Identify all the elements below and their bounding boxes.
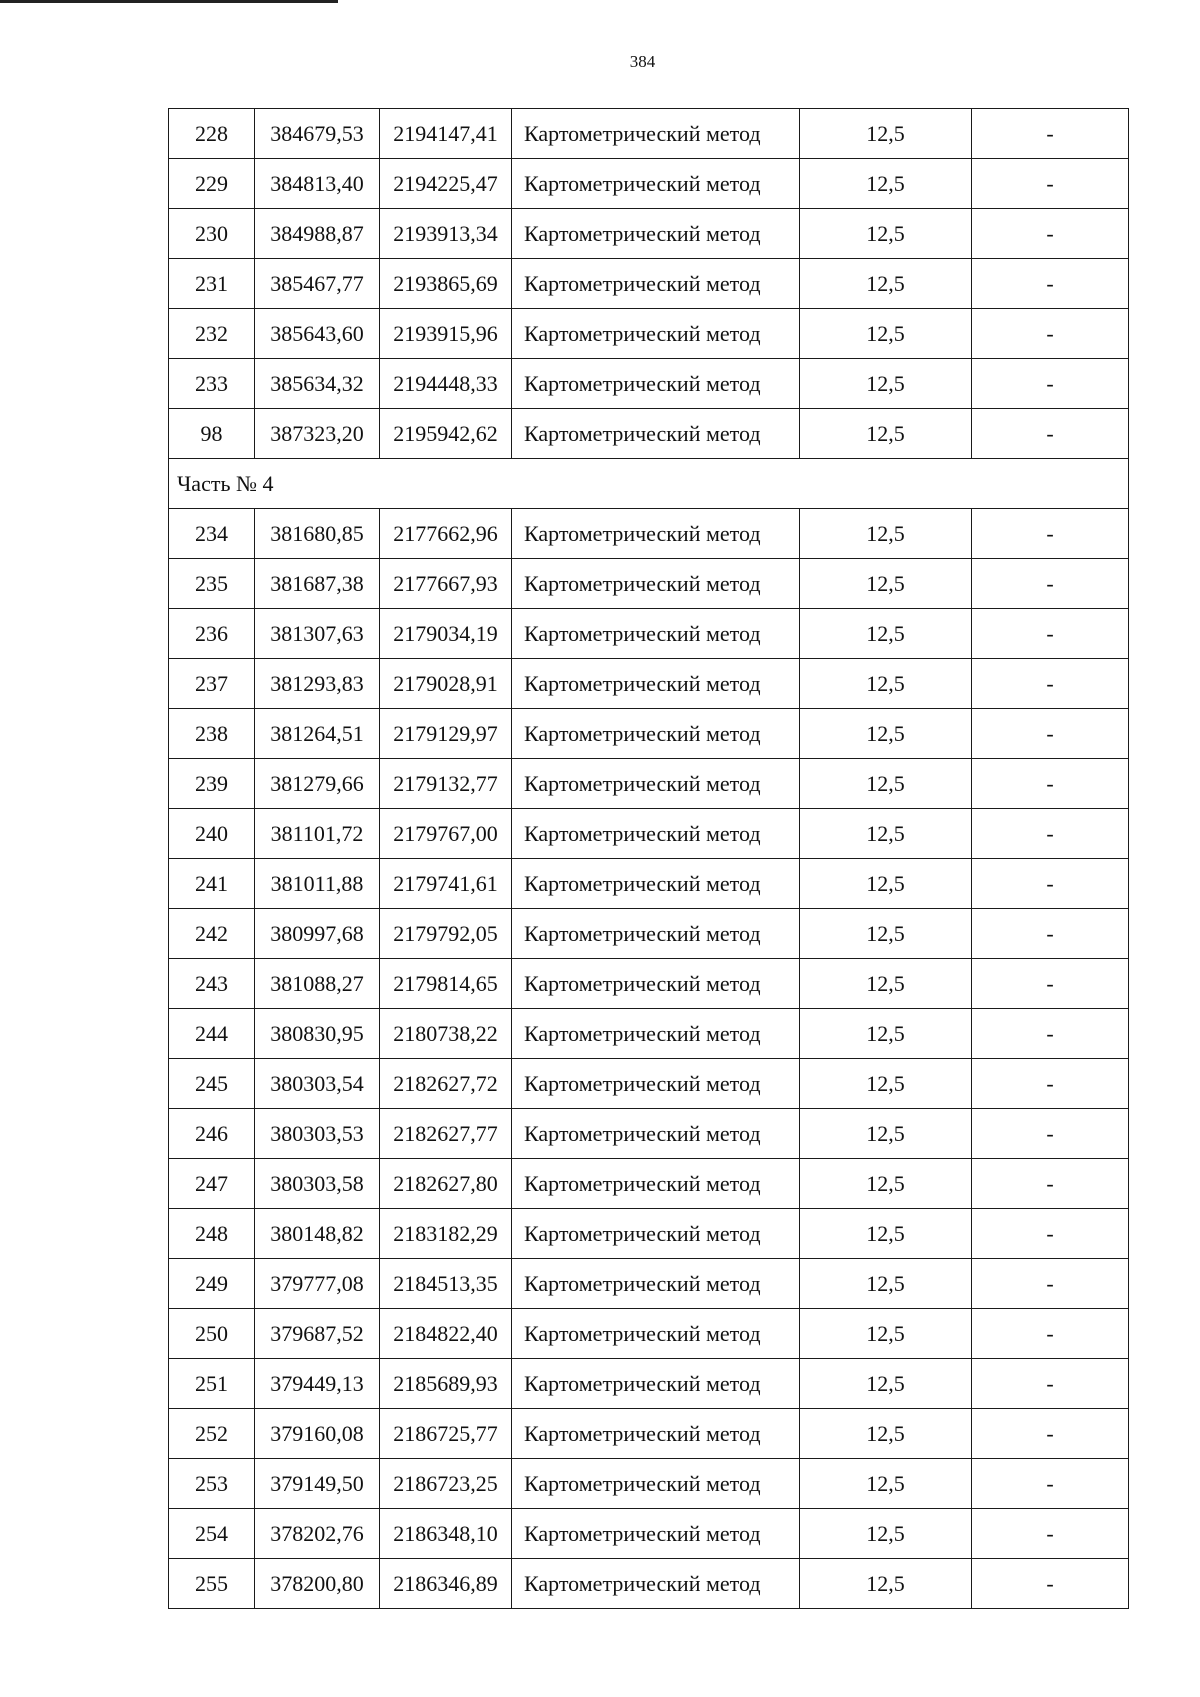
table-row xyxy=(169,1359,1129,1409)
accuracy-cell: 12,5 xyxy=(800,559,972,609)
accuracy-cell: 12,5 xyxy=(800,609,972,659)
page-number: 384 xyxy=(629,52,656,71)
note-cell: - xyxy=(972,509,1129,559)
note-cell: - xyxy=(972,909,1129,959)
accuracy-cell: 12,5 xyxy=(800,959,972,1009)
accuracy-cell: 12,5 xyxy=(800,1459,972,1509)
point-number-cell: 245 xyxy=(169,1059,255,1109)
y-coordinate-cell: 2186723,25 xyxy=(380,1459,512,1509)
table-row xyxy=(169,959,1129,1009)
y-coordinate-cell: 2193865,69 xyxy=(380,259,512,309)
note-cell: - xyxy=(972,609,1129,659)
table-row xyxy=(169,309,1129,359)
y-coordinate-cell: 2183182,29 xyxy=(380,1209,512,1259)
point-number-cell: 229 xyxy=(169,159,255,209)
accuracy-cell: 12,5 xyxy=(800,859,972,909)
method-cell: Картометрический метод xyxy=(512,1359,800,1409)
accuracy-cell: 12,5 xyxy=(800,1159,972,1209)
y-coordinate-cell: 2184822,40 xyxy=(380,1309,512,1359)
method-cell: Картометрический метод xyxy=(512,109,800,159)
method-cell: Картометрический метод xyxy=(512,609,800,659)
accuracy-cell: 12,5 xyxy=(800,1209,972,1259)
point-number-cell: 240 xyxy=(169,809,255,859)
method-cell: Картометрический метод xyxy=(512,209,800,259)
x-coordinate-cell: 385643,60 xyxy=(255,309,380,359)
method-cell: Картометрический метод xyxy=(512,1459,800,1509)
point-number-cell: 233 xyxy=(169,359,255,409)
x-coordinate-cell: 380148,82 xyxy=(255,1209,380,1259)
method-cell: Картометрический метод xyxy=(512,159,800,209)
table-row xyxy=(169,909,1129,959)
x-coordinate-cell: 381293,83 xyxy=(255,659,380,709)
point-number-cell: 251 xyxy=(169,1359,255,1409)
note-cell: - xyxy=(972,109,1129,159)
note-cell: - xyxy=(972,159,1129,209)
table-row xyxy=(169,1409,1129,1459)
note-cell: - xyxy=(972,959,1129,1009)
x-coordinate-cell: 381307,63 xyxy=(255,609,380,659)
x-coordinate-cell: 380830,95 xyxy=(255,1009,380,1059)
point-number-cell: 235 xyxy=(169,559,255,609)
accuracy-cell: 12,5 xyxy=(800,809,972,859)
y-coordinate-cell: 2179767,00 xyxy=(380,809,512,859)
method-cell: Картометрический метод xyxy=(512,1409,800,1459)
accuracy-cell: 12,5 xyxy=(800,1009,972,1059)
y-coordinate-cell: 2193913,34 xyxy=(380,209,512,259)
table-row xyxy=(169,759,1129,809)
y-coordinate-cell: 2194147,41 xyxy=(380,109,512,159)
point-number-cell: 254 xyxy=(169,1509,255,1559)
y-coordinate-cell: 2194225,47 xyxy=(380,159,512,209)
accuracy-cell: 12,5 xyxy=(800,1309,972,1359)
point-number-cell: 236 xyxy=(169,609,255,659)
point-number-cell: 249 xyxy=(169,1259,255,1309)
x-coordinate-cell: 385634,32 xyxy=(255,359,380,409)
y-coordinate-cell: 2177667,93 xyxy=(380,559,512,609)
table-row xyxy=(169,809,1129,859)
x-coordinate-cell: 379777,08 xyxy=(255,1259,380,1309)
x-coordinate-cell: 380303,53 xyxy=(255,1109,380,1159)
x-coordinate-cell: 381088,27 xyxy=(255,959,380,1009)
section-row xyxy=(169,459,1129,509)
x-coordinate-cell: 384679,53 xyxy=(255,109,380,159)
section-title: Часть № 4 xyxy=(169,459,1129,509)
y-coordinate-cell: 2179129,97 xyxy=(380,709,512,759)
method-cell: Картометрический метод xyxy=(512,759,800,809)
method-cell: Картометрический метод xyxy=(512,259,800,309)
accuracy-cell: 12,5 xyxy=(800,309,972,359)
y-coordinate-cell: 2179814,65 xyxy=(380,959,512,1009)
method-cell: Картометрический метод xyxy=(512,1209,800,1259)
y-coordinate-cell: 2182627,72 xyxy=(380,1059,512,1109)
point-number-cell: 238 xyxy=(169,709,255,759)
table-row xyxy=(169,659,1129,709)
note-cell: - xyxy=(972,859,1129,909)
note-cell: - xyxy=(972,1059,1129,1109)
y-coordinate-cell: 2180738,22 xyxy=(380,1009,512,1059)
method-cell: Картометрический метод xyxy=(512,709,800,759)
table-row xyxy=(169,1459,1129,1509)
note-cell: - xyxy=(972,209,1129,259)
note-cell: - xyxy=(972,809,1129,859)
method-cell: Картометрический метод xyxy=(512,1109,800,1159)
y-coordinate-cell: 2194448,33 xyxy=(380,359,512,409)
table-row xyxy=(169,409,1129,459)
method-cell: Картометрический метод xyxy=(512,1559,800,1609)
x-coordinate-cell: 379687,52 xyxy=(255,1309,380,1359)
x-coordinate-cell: 379449,13 xyxy=(255,1359,380,1409)
note-cell: - xyxy=(972,409,1129,459)
scan-edge-line xyxy=(0,0,338,3)
note-cell: - xyxy=(972,1009,1129,1059)
table-body xyxy=(169,109,1129,1609)
y-coordinate-cell: 2195942,62 xyxy=(380,409,512,459)
x-coordinate-cell: 387323,20 xyxy=(255,409,380,459)
accuracy-cell: 12,5 xyxy=(800,909,972,959)
accuracy-cell: 12,5 xyxy=(800,659,972,709)
method-cell: Картометрический метод xyxy=(512,359,800,409)
accuracy-cell: 12,5 xyxy=(800,259,972,309)
note-cell: - xyxy=(972,759,1129,809)
y-coordinate-cell: 2179741,61 xyxy=(380,859,512,909)
point-number-cell: 246 xyxy=(169,1109,255,1159)
note-cell: - xyxy=(972,1509,1129,1559)
point-number-cell: 234 xyxy=(169,509,255,559)
y-coordinate-cell: 2185689,93 xyxy=(380,1359,512,1409)
note-cell: - xyxy=(972,259,1129,309)
point-number-cell: 242 xyxy=(169,909,255,959)
y-coordinate-cell: 2186348,10 xyxy=(380,1509,512,1559)
point-number-cell: 98 xyxy=(169,409,255,459)
accuracy-cell: 12,5 xyxy=(800,509,972,559)
accuracy-cell: 12,5 xyxy=(800,709,972,759)
accuracy-cell: 12,5 xyxy=(800,759,972,809)
point-number-cell: 232 xyxy=(169,309,255,359)
method-cell: Картометрический метод xyxy=(512,1159,800,1209)
table-row xyxy=(169,1109,1129,1159)
y-coordinate-cell: 2184513,35 xyxy=(380,1259,512,1309)
table-row xyxy=(169,1009,1129,1059)
method-cell: Картометрический метод xyxy=(512,959,800,1009)
note-cell: - xyxy=(972,709,1129,759)
point-number-cell: 248 xyxy=(169,1209,255,1259)
accuracy-cell: 12,5 xyxy=(800,409,972,459)
y-coordinate-cell: 2179132,77 xyxy=(380,759,512,809)
point-number-cell: 237 xyxy=(169,659,255,709)
accuracy-cell: 12,5 xyxy=(800,1059,972,1109)
point-number-cell: 231 xyxy=(169,259,255,309)
x-coordinate-cell: 380303,58 xyxy=(255,1159,380,1209)
x-coordinate-cell: 381101,72 xyxy=(255,809,380,859)
table-row xyxy=(169,559,1129,609)
y-coordinate-cell: 2182627,80 xyxy=(380,1159,512,1209)
method-cell: Картометрический метод xyxy=(512,559,800,609)
y-coordinate-cell: 2186346,89 xyxy=(380,1559,512,1609)
table-row xyxy=(169,709,1129,759)
point-number-cell: 247 xyxy=(169,1159,255,1209)
x-coordinate-cell: 378202,76 xyxy=(255,1509,380,1559)
y-coordinate-cell: 2193915,96 xyxy=(380,309,512,359)
note-cell: - xyxy=(972,1259,1129,1309)
method-cell: Картометрический метод xyxy=(512,1259,800,1309)
point-number-cell: 228 xyxy=(169,109,255,159)
y-coordinate-cell: 2179028,91 xyxy=(380,659,512,709)
table-row xyxy=(169,1559,1129,1609)
x-coordinate-cell: 380997,68 xyxy=(255,909,380,959)
method-cell: Картометрический метод xyxy=(512,1059,800,1109)
accuracy-cell: 12,5 xyxy=(800,1109,972,1159)
method-cell: Картометрический метод xyxy=(512,909,800,959)
coordinates-table xyxy=(168,108,1129,1609)
x-coordinate-cell: 381279,66 xyxy=(255,759,380,809)
y-coordinate-cell: 2186725,77 xyxy=(380,1409,512,1459)
note-cell: - xyxy=(972,1159,1129,1209)
x-coordinate-cell: 384813,40 xyxy=(255,159,380,209)
table-row xyxy=(169,1509,1129,1559)
table-row xyxy=(169,259,1129,309)
table-row xyxy=(169,1209,1129,1259)
x-coordinate-cell: 381687,38 xyxy=(255,559,380,609)
y-coordinate-cell: 2177662,96 xyxy=(380,509,512,559)
x-coordinate-cell: 381680,85 xyxy=(255,509,380,559)
accuracy-cell: 12,5 xyxy=(800,1359,972,1409)
method-cell: Картометрический метод xyxy=(512,309,800,359)
x-coordinate-cell: 385467,77 xyxy=(255,259,380,309)
note-cell: - xyxy=(972,359,1129,409)
table-row xyxy=(169,609,1129,659)
table-row xyxy=(169,1259,1129,1309)
table-row xyxy=(169,1059,1129,1109)
table-row xyxy=(169,509,1129,559)
x-coordinate-cell: 378200,80 xyxy=(255,1559,380,1609)
x-coordinate-cell: 380303,54 xyxy=(255,1059,380,1109)
method-cell: Картометрический метод xyxy=(512,1509,800,1559)
point-number-cell: 239 xyxy=(169,759,255,809)
note-cell: - xyxy=(972,1459,1129,1509)
accuracy-cell: 12,5 xyxy=(800,1559,972,1609)
table-row xyxy=(169,109,1129,159)
accuracy-cell: 12,5 xyxy=(800,1259,972,1309)
x-coordinate-cell: 381264,51 xyxy=(255,709,380,759)
note-cell: - xyxy=(972,309,1129,359)
note-cell: - xyxy=(972,1209,1129,1259)
point-number-cell: 243 xyxy=(169,959,255,1009)
table-row xyxy=(169,859,1129,909)
note-cell: - xyxy=(972,659,1129,709)
accuracy-cell: 12,5 xyxy=(800,359,972,409)
note-cell: - xyxy=(972,559,1129,609)
table-row xyxy=(169,359,1129,409)
y-coordinate-cell: 2179034,19 xyxy=(380,609,512,659)
x-coordinate-cell: 381011,88 xyxy=(255,859,380,909)
accuracy-cell: 12,5 xyxy=(800,1409,972,1459)
note-cell: - xyxy=(972,1359,1129,1409)
note-cell: - xyxy=(972,1309,1129,1359)
point-number-cell: 244 xyxy=(169,1009,255,1059)
table-row xyxy=(169,159,1129,209)
method-cell: Картометрический метод xyxy=(512,409,800,459)
method-cell: Картометрический метод xyxy=(512,1009,800,1059)
point-number-cell: 255 xyxy=(169,1559,255,1609)
table-row xyxy=(169,209,1129,259)
method-cell: Картометрический метод xyxy=(512,859,800,909)
method-cell: Картометрический метод xyxy=(512,659,800,709)
table-row xyxy=(169,1309,1129,1359)
point-number-cell: 253 xyxy=(169,1459,255,1509)
method-cell: Картометрический метод xyxy=(512,809,800,859)
x-coordinate-cell: 379160,08 xyxy=(255,1409,380,1459)
accuracy-cell: 12,5 xyxy=(800,109,972,159)
point-number-cell: 230 xyxy=(169,209,255,259)
method-cell: Картометрический метод xyxy=(512,509,800,559)
x-coordinate-cell: 384988,87 xyxy=(255,209,380,259)
note-cell: - xyxy=(972,1409,1129,1459)
accuracy-cell: 12,5 xyxy=(800,1509,972,1559)
point-number-cell: 252 xyxy=(169,1409,255,1459)
accuracy-cell: 12,5 xyxy=(800,209,972,259)
table-row xyxy=(169,1159,1129,1209)
point-number-cell: 250 xyxy=(169,1309,255,1359)
y-coordinate-cell: 2179792,05 xyxy=(380,909,512,959)
point-number-cell: 241 xyxy=(169,859,255,909)
method-cell: Картометрический метод xyxy=(512,1309,800,1359)
note-cell: - xyxy=(972,1109,1129,1159)
y-coordinate-cell: 2182627,77 xyxy=(380,1109,512,1159)
note-cell: - xyxy=(972,1559,1129,1609)
x-coordinate-cell: 379149,50 xyxy=(255,1459,380,1509)
accuracy-cell: 12,5 xyxy=(800,159,972,209)
